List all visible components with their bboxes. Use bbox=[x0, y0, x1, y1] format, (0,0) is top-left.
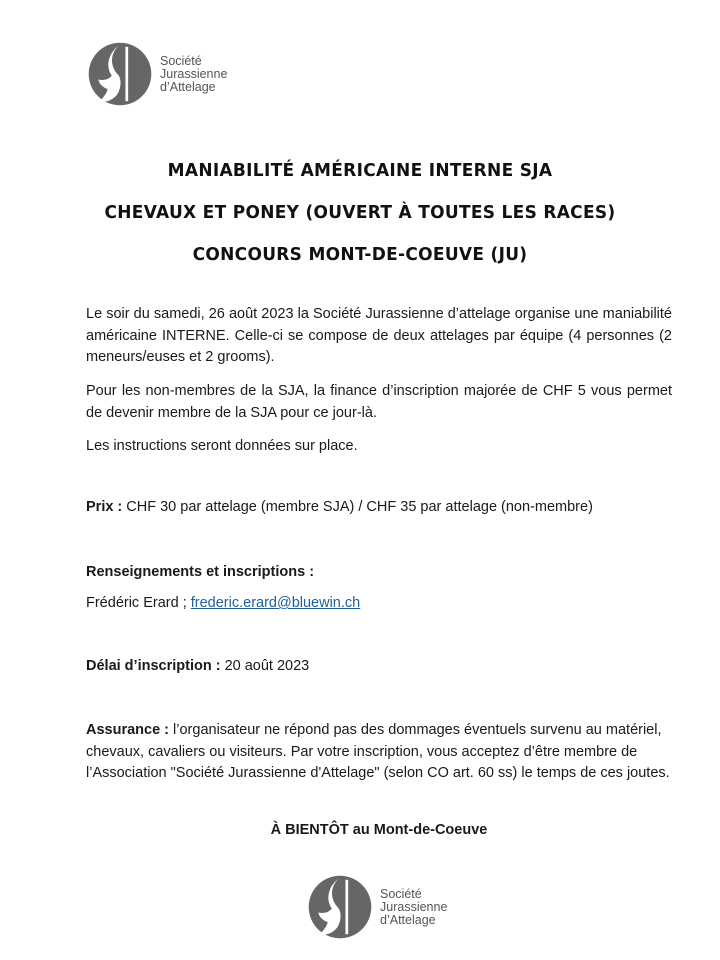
horse-head-logo-icon bbox=[306, 873, 374, 941]
document-titles bbox=[0, 150, 720, 276]
footer-logo bbox=[306, 873, 447, 941]
insurance-paragraph-block bbox=[86, 720, 672, 785]
info-heading-block bbox=[86, 562, 672, 584]
deadline-line bbox=[86, 656, 672, 678]
info-heading: Renseignements et inscriptions : bbox=[86, 564, 315, 580]
intro-paragraph-block bbox=[86, 304, 672, 369]
org-name-line-3: d’Attelage bbox=[160, 79, 216, 94]
instructions-paragraph-block bbox=[86, 436, 672, 458]
price-text: CHF 30 par attelage (membre SJA) / CHF 35 par attelage (non-membre) bbox=[122, 499, 593, 515]
membership-paragraph: Pour les non-membres de la SJA, la finance d’inscription majorée de CHF 5 vous permet de devenir membre de la SJA pour ce jour-là. bbox=[86, 383, 672, 421]
contact-email-link[interactable]: frederic.erard@bluewin.ch bbox=[190, 595, 361, 611]
insurance-text: l’organisateur ne répond pas des dommages éventuels survenu au matériel, chevaux, cavaliers ou visiteurs. Par votre inscription, vous acceptez d’être membre de l’Association "Société Jurassienne d'Attelage" (selon CO art. 60 ss) le temps de ces joutes. bbox=[86, 722, 670, 781]
title-line-1: MANIABILITÉ AMÉRICAINE INTERNE SJA bbox=[167, 160, 553, 182]
price-label: Prix : bbox=[86, 499, 123, 515]
footer-org-line-1: Société bbox=[380, 886, 422, 901]
membership-paragraph-block bbox=[86, 381, 672, 424]
closing-text: au Mont-de-Coeuve bbox=[348, 822, 488, 838]
title-line-2: CHEVAUX ET PONEY (OUVERT À TOUTES LES RACES) bbox=[104, 202, 616, 224]
contact-line bbox=[86, 593, 672, 615]
deadline-label: Délai d’inscription : bbox=[86, 658, 221, 674]
instructions-paragraph: Les instructions seront données sur place. bbox=[86, 438, 358, 454]
horse-head-logo-icon bbox=[86, 40, 154, 108]
price-line bbox=[86, 497, 672, 519]
header-logo bbox=[86, 40, 227, 108]
contact-name: Frédéric Erard ; bbox=[86, 595, 191, 611]
deadline-text: 20 août 2023 bbox=[220, 658, 310, 674]
footer-org-line-2: Jurassienne bbox=[380, 899, 448, 914]
org-name-line-2: Jurassienne bbox=[160, 66, 228, 81]
footer-org-line-3: d’Attelage bbox=[380, 912, 436, 927]
intro-paragraph: Le soir du samedi, 26 août 2023 la Société Jurassienne d’attelage organise une maniabilité américaine INTERNE. Celle-ci se compose de deux attelages par équipe (4 personnes (2 meneurs/euses et 2 grooms). bbox=[86, 306, 672, 365]
closing-line bbox=[86, 820, 672, 842]
title-line-3: CONCOURS MONT-DE-COEUVE (JU) bbox=[192, 244, 528, 266]
closing-bold: À BIENTÔT bbox=[270, 822, 349, 838]
insurance-label: Assurance : bbox=[86, 722, 170, 738]
org-name-line-1: Société bbox=[160, 53, 202, 68]
